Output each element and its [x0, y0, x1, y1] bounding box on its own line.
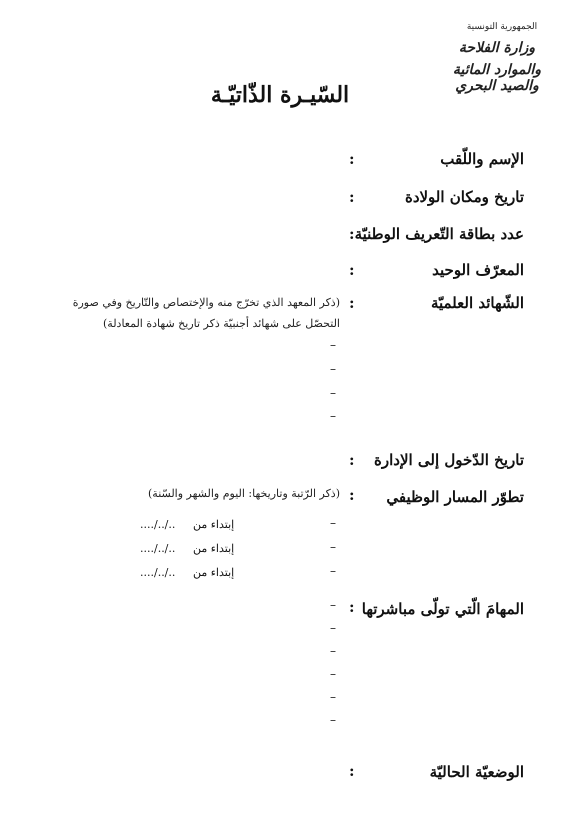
- field-label-id-card: عدد بطاقة التّعريف الوطنيّة: [354, 225, 524, 243]
- field-label-career: تطوّر المسار الوظيفي: [386, 488, 524, 506]
- career-note: (ذكر الرّتبة وتاريخها: اليوم والشهر والسّنة): [148, 487, 340, 500]
- career-entry-date: ..../../..: [140, 518, 176, 531]
- page-title: السّيـرة الذّاتيّـة: [210, 82, 350, 108]
- field-colon: :: [349, 451, 355, 469]
- degree-dash: –: [330, 409, 336, 423]
- field-colon: :: [349, 486, 355, 504]
- career-entry-label: إبتداء من: [193, 518, 235, 531]
- task-dash: –: [330, 598, 336, 612]
- ministry-header-line2: والموارد المائية والصيد البحري: [452, 62, 542, 94]
- field-label-unique-id: المعرّف الوحيد: [432, 261, 524, 279]
- career-entry-label: إبتداء من: [193, 566, 235, 579]
- field-colon: :: [349, 150, 355, 168]
- task-dash: –: [330, 621, 336, 635]
- career-entry-dash: –: [330, 516, 336, 530]
- ministry-header-line1: وزارة الفلاحة: [458, 40, 536, 56]
- career-entry-label: إبتداء من: [193, 542, 235, 555]
- republic-header: الجمهورية التونسية: [466, 22, 538, 32]
- task-dash: –: [330, 690, 336, 704]
- field-colon: :: [349, 225, 355, 243]
- degrees-note-line2: التحصّل على شهائد أجنبيّة ذكر تاريخ شهادة المعادلة): [103, 317, 340, 330]
- field-colon: :: [349, 188, 355, 206]
- task-dash: –: [330, 713, 336, 727]
- degree-dash: –: [330, 338, 336, 352]
- degrees-note-line1: (ذكر المعهد الذي تخرّج منه والإختصاص والتّاريخ وفي صورة: [72, 296, 340, 309]
- degree-dash: –: [330, 362, 336, 376]
- field-colon: :: [349, 762, 355, 780]
- career-entry-dash: –: [330, 564, 336, 578]
- task-dash: –: [330, 644, 336, 658]
- degree-dash: –: [330, 386, 336, 400]
- field-label-admin-entry: تاريخ الدّخول إلى الإدارة: [374, 451, 524, 469]
- career-entry-dash: –: [330, 540, 336, 554]
- field-label-current-status: الوضعيّة الحاليّة: [429, 763, 524, 781]
- field-colon: :: [349, 261, 355, 279]
- field-colon: :: [349, 294, 355, 312]
- field-label-name: الإسم واللّقب: [440, 150, 524, 168]
- field-label-tasks: المهامَ الّتي تولّى مباشرتها: [361, 600, 524, 618]
- career-entry-date: ..../../..: [140, 566, 176, 579]
- field-colon: :: [349, 598, 355, 616]
- field-label-degrees: الشّهائد العلميّة: [430, 294, 524, 312]
- field-label-birth: تاريخ ومكان الولادة: [404, 188, 524, 206]
- career-entry-date: ..../../..: [140, 542, 176, 555]
- task-dash: –: [330, 667, 336, 681]
